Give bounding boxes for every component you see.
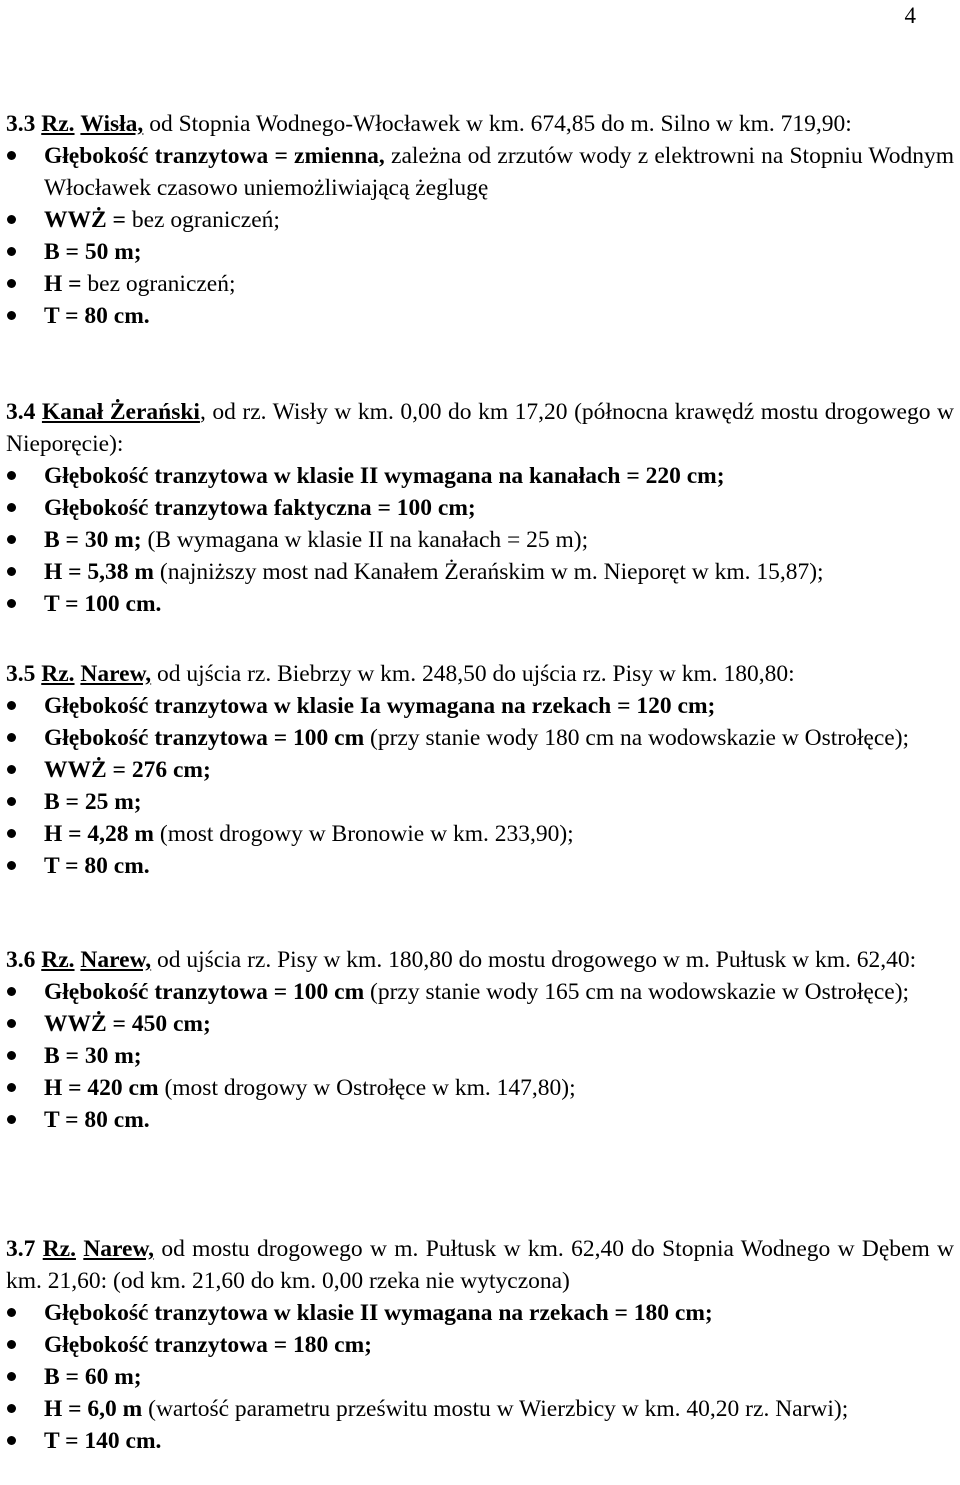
river-prefix: Rz. bbox=[41, 111, 75, 137]
section-3-7 bbox=[0, 1233, 960, 1457]
list-item bbox=[0, 556, 960, 588]
parameter-list bbox=[0, 690, 960, 882]
param-label: B = 60 m; bbox=[44, 1364, 142, 1390]
param-label: Głębokość tranzytowa = 180 cm; bbox=[44, 1332, 372, 1358]
param-label: B = 25 m; bbox=[44, 789, 142, 815]
param-label: T = 80 cm. bbox=[44, 303, 150, 329]
section-number: 3.7 bbox=[6, 1236, 36, 1262]
page-number: 4 bbox=[904, 3, 916, 28]
section-description: od Stopnia Wodnego-Włocławek w km. 674,85 do m. Silno w km. 719,90: bbox=[149, 111, 852, 137]
section-number: 3.4 bbox=[6, 399, 36, 425]
param-label: T = 100 cm. bbox=[44, 591, 162, 617]
param-text: (przy stanie wody 180 cm na wodowskazie w Ostrołęce); bbox=[364, 725, 910, 751]
list-item bbox=[0, 1393, 960, 1425]
river-prefix: Rz. bbox=[41, 661, 75, 687]
list-item bbox=[0, 722, 960, 754]
section-3-4 bbox=[0, 396, 960, 620]
river-prefix: Rz. bbox=[41, 947, 75, 973]
list-item bbox=[0, 588, 960, 620]
param-text: (most drogowy w Bronowie w km. 233,90); bbox=[154, 821, 574, 847]
param-text: zależna od zrzutów wody z elektrowni na Stopniu Wodnym Włocławek czasowo uniemożliwiającą żeglugę bbox=[44, 143, 954, 201]
section-3-5 bbox=[0, 658, 960, 882]
param-text: bez ograniczeń; bbox=[125, 207, 280, 233]
param-text: (B wymagana w klasie II na kanałach = 25 m); bbox=[141, 527, 589, 553]
list-item bbox=[0, 1008, 960, 1040]
list-item bbox=[0, 976, 960, 1008]
parameter-list bbox=[0, 1297, 960, 1457]
param-label: H = 5,38 m bbox=[44, 559, 154, 585]
list-item bbox=[0, 268, 960, 300]
param-label: Głębokość tranzytowa faktyczna = 100 cm; bbox=[44, 495, 476, 521]
section-heading bbox=[0, 658, 960, 690]
section-3-6 bbox=[0, 944, 960, 1136]
section-heading bbox=[0, 396, 960, 460]
section-heading bbox=[0, 1233, 960, 1297]
param-label: WWŻ = 276 cm; bbox=[44, 757, 211, 783]
list-item bbox=[0, 786, 960, 818]
param-text: bez ograniczeń; bbox=[81, 271, 236, 297]
river-name: Narew, bbox=[83, 1236, 155, 1262]
param-label: T = 80 cm. bbox=[44, 1107, 150, 1133]
param-label: Głębokość tranzytowa w klasie Ia wymagana na rzekach = 120 cm; bbox=[44, 693, 716, 719]
param-label: H = bbox=[44, 271, 82, 297]
list-item bbox=[0, 460, 960, 492]
list-item bbox=[0, 524, 960, 556]
param-text: (najniższy most nad Kanałem Żerańskim w m. Nieporęt w km. 15,87); bbox=[154, 559, 824, 585]
param-label: Głębokość tranzytowa = 100 cm bbox=[44, 725, 365, 751]
param-label: WWŻ = bbox=[44, 207, 126, 233]
list-item bbox=[0, 1425, 960, 1457]
section-description: od ujścia rz. Biebrzy w km. 248,50 do ujścia rz. Pisy w km. 180,80: bbox=[157, 661, 795, 687]
list-item bbox=[0, 1072, 960, 1104]
param-label: T = 80 cm. bbox=[44, 853, 150, 879]
param-label: WWŻ = 450 cm; bbox=[44, 1011, 211, 1037]
list-item bbox=[0, 1329, 960, 1361]
list-item bbox=[0, 818, 960, 850]
section-number: 3.6 bbox=[6, 947, 36, 973]
list-item bbox=[0, 754, 960, 786]
section-number: 3.3 bbox=[6, 111, 36, 137]
section-heading bbox=[0, 108, 960, 140]
param-label: B = 30 m; bbox=[44, 1043, 142, 1069]
river-name: Kanał Żerański bbox=[41, 399, 200, 425]
section-heading bbox=[0, 944, 960, 976]
river-prefix: Rz. bbox=[42, 1236, 76, 1262]
param-label: B = 30 m; bbox=[44, 527, 142, 553]
param-label: Głębokość tranzytowa w klasie II wymagana na rzekach = 180 cm; bbox=[44, 1300, 713, 1326]
parameter-list bbox=[0, 460, 960, 620]
param-text: (wartość parametru prześwitu mostu w Wierzbicy w km. 40,20 rz. Narwi); bbox=[142, 1396, 849, 1422]
param-label: H = 6,0 m bbox=[44, 1396, 143, 1422]
param-label: Głębokość tranzytowa = zmienna, bbox=[44, 143, 385, 169]
list-item bbox=[0, 690, 960, 722]
parameter-list bbox=[0, 976, 960, 1136]
parameter-list bbox=[0, 140, 960, 332]
param-label: Głębokość tranzytowa = 100 cm bbox=[44, 979, 365, 1005]
list-item bbox=[0, 300, 960, 332]
list-item bbox=[0, 236, 960, 268]
param-text: (przy stanie wody 165 cm na wodowskazie w Ostrołęce); bbox=[364, 979, 910, 1005]
list-item bbox=[0, 1361, 960, 1393]
param-label: H = 4,28 m bbox=[44, 821, 154, 847]
param-label: T = 140 cm. bbox=[44, 1428, 162, 1454]
river-name: Narew, bbox=[80, 661, 152, 687]
param-label: H = 420 cm bbox=[44, 1075, 159, 1101]
section-description: od mostu drogowego w m. Pułtusk w km. 62,40 do Stopnia Wodnego w Dębem w km. 21,60: (od km. 21,60 do km. 0,00 rzeka nie wytyczona) bbox=[6, 1236, 955, 1294]
list-item bbox=[0, 1297, 960, 1329]
list-item bbox=[0, 850, 960, 882]
param-label: Głębokość tranzytowa w klasie II wymagana na kanałach = 220 cm; bbox=[44, 463, 725, 489]
river-name: Narew, bbox=[80, 947, 152, 973]
section-description: , od rz. Wisły w km. 0,00 do km 17,20 (północna krawędź mostu drogowego w Nieporęcie): bbox=[6, 399, 954, 457]
list-item bbox=[0, 492, 960, 524]
list-item bbox=[0, 1040, 960, 1072]
section-3-3 bbox=[0, 108, 960, 332]
param-text: (most drogowy w Ostrołęce w km. 147,80); bbox=[158, 1075, 576, 1101]
river-name: Wisła, bbox=[80, 111, 144, 137]
list-item bbox=[0, 1104, 960, 1136]
section-description: od ujścia rz. Pisy w km. 180,80 do mostu drogowego w m. Pułtusk w km. 62,40: bbox=[157, 947, 917, 973]
list-item bbox=[0, 140, 960, 204]
list-item bbox=[0, 204, 960, 236]
section-number: 3.5 bbox=[6, 661, 36, 687]
param-label: B = 50 m; bbox=[44, 239, 142, 265]
